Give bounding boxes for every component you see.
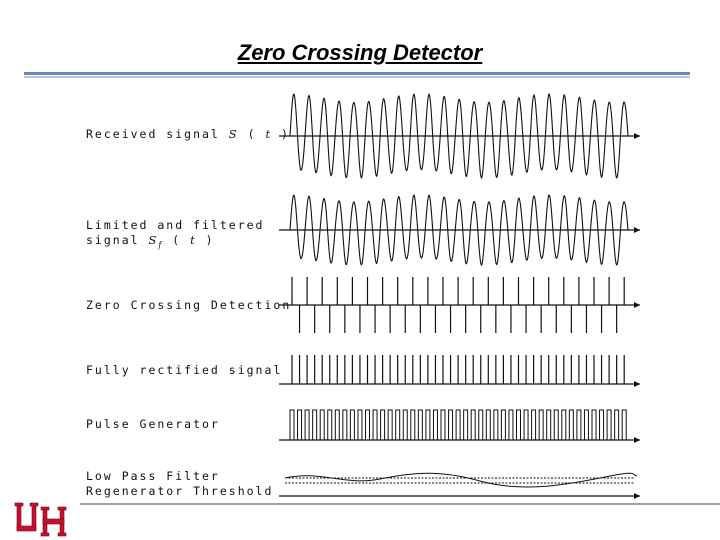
pulse-generator-pulse <box>328 410 332 440</box>
pulse-generator-pulse <box>411 410 415 440</box>
pulse-generator-pulse <box>517 410 521 440</box>
pulse-generator-pulse <box>381 410 385 440</box>
axis-pulse-arrow <box>634 437 640 443</box>
pulse-generator-pulse <box>532 410 536 440</box>
pulse-generator-pulse <box>562 410 566 440</box>
pulse-generator-pulse <box>524 410 528 440</box>
label-part: S <box>148 233 159 247</box>
pulse-generator-pulse <box>615 410 619 440</box>
label-part: t <box>265 127 273 141</box>
pulse-generator-pulse <box>486 410 490 440</box>
pulse-generator-pulse <box>501 410 505 440</box>
label-part: Zero Crossing Detection <box>86 298 292 312</box>
pulse-generator-pulse <box>396 410 400 440</box>
axis-rectified-arrow <box>634 381 640 387</box>
pulse-generator-pulse <box>418 410 422 440</box>
label-part: f <box>158 240 164 250</box>
pulse-generator-pulse <box>366 410 370 440</box>
pulse-generator-pulse <box>577 410 581 440</box>
label-part: signal <box>86 233 149 247</box>
slide-title: Zero Crossing Detector <box>237 40 483 65</box>
pulse-generator-pulse <box>350 410 354 440</box>
pulse-generator-pulse <box>539 410 543 440</box>
axis-limited-arrow <box>634 227 640 233</box>
pulse-generator-pulse <box>464 410 468 440</box>
label-part: Pulse Generator <box>86 417 220 431</box>
axis-zero-crossing-arrow <box>634 302 640 308</box>
pulse-generator-pulse <box>600 410 604 440</box>
pulse-generator-pulse <box>426 410 430 440</box>
pulse-generator-pulse <box>622 410 626 440</box>
pulse-generator-pulse <box>335 410 339 440</box>
pulse-generator-pulse <box>569 410 573 440</box>
pulse-generator-pulse <box>547 410 551 440</box>
label-part: Received signal <box>86 127 229 141</box>
pulse-generator-pulse <box>456 410 460 440</box>
pulse-generator-pulse <box>479 410 483 440</box>
label-part: Limited and filtered <box>86 218 265 232</box>
label-part: ( <box>163 233 191 247</box>
pulse-generator-pulse <box>388 410 392 440</box>
label-part: ) <box>196 233 215 247</box>
axis-regenerator-arrow <box>634 493 640 499</box>
pulse-generator-pulse <box>433 410 437 440</box>
axis-received-arrow <box>634 133 640 139</box>
label-part: t <box>190 233 197 247</box>
pulse-generator-pulse <box>403 410 407 440</box>
label-part: Regenerator Threshold <box>86 484 274 498</box>
pulse-generator-pulse <box>592 410 596 440</box>
pulse-generator-pulse <box>449 410 453 440</box>
pulse-generator-pulse <box>305 410 309 440</box>
pulse-generator-pulse <box>343 410 347 440</box>
lpf-output-curve <box>285 473 637 487</box>
pulse-generator-pulse <box>509 410 513 440</box>
label-part: ( <box>238 127 266 141</box>
pulse-generator-pulse <box>584 410 588 440</box>
pulse-generator-pulse <box>290 410 294 440</box>
pulse-generator-pulse <box>607 410 611 440</box>
pulse-generator-pulse <box>358 410 362 440</box>
label-part: ) <box>272 127 290 141</box>
pulse-generator-pulse <box>320 410 324 440</box>
pulse-generator-pulse <box>298 410 302 440</box>
label-part: S <box>228 127 239 141</box>
pulse-generator-pulse <box>313 410 317 440</box>
pulse-generator-pulse <box>494 410 498 440</box>
footer-rule <box>80 503 720 505</box>
pulse-generator-pulse <box>471 410 475 440</box>
label-part: Fully rectified signal <box>86 363 283 377</box>
pulse-generator-pulse <box>441 410 445 440</box>
pulse-generator-pulse <box>373 410 377 440</box>
uh-logo <box>14 500 72 538</box>
label-part: Low Pass Filter <box>86 469 220 483</box>
pulse-generator-pulse <box>554 410 558 440</box>
